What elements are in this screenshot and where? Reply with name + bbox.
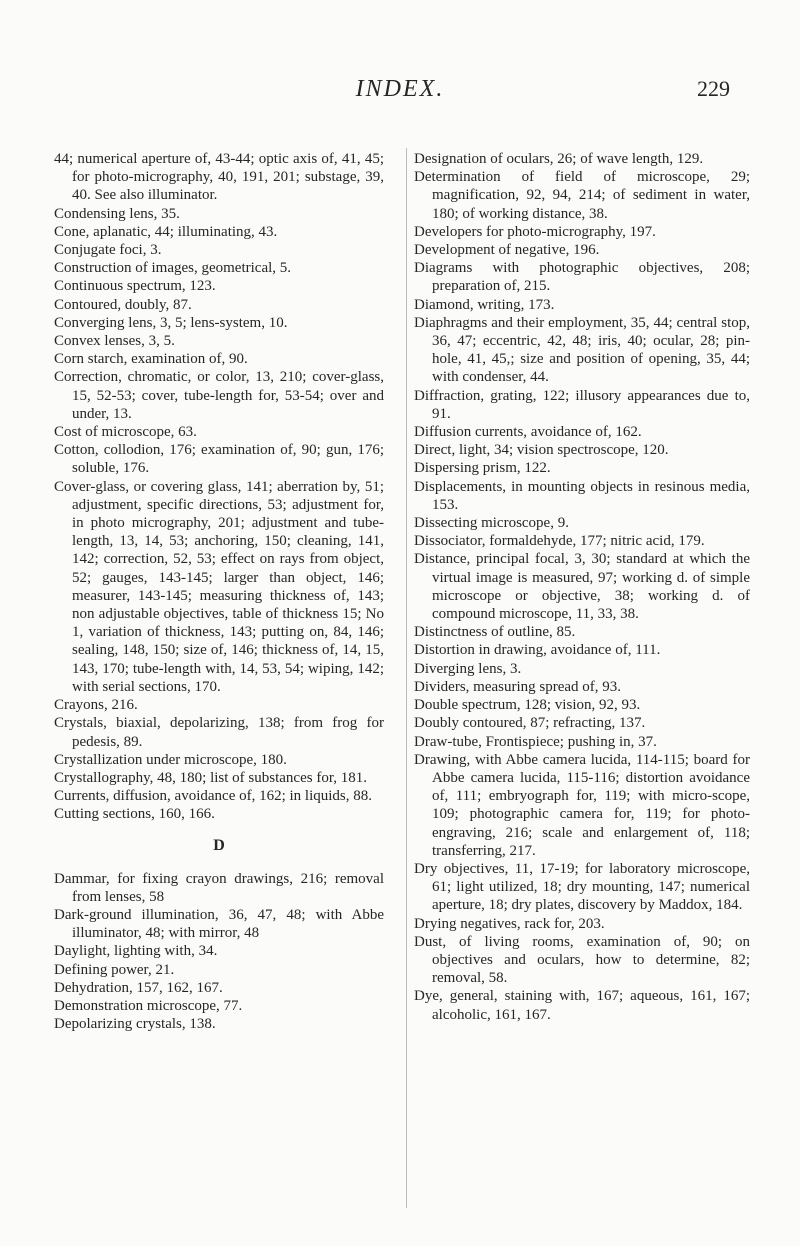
index-entry: Diaphragms and their employment, 35, 44; central stop, 36, 47; eccentric, 42, 48; iris, 40; ocular, 28; pin-hole, 41, 45,; size and position of opening, 35, 44; with condenser, 44. (414, 314, 750, 386)
index-entry: Designation of oculars, 26; of wave length, 129. (414, 151, 704, 167)
index-entry: Diffusion currents, avoidance of, 162. (414, 424, 642, 441)
index-entry: Currents, diffusion, avoidance of, 162; in liquids, 88. (54, 788, 373, 805)
index-entry: Crayons, 216. (54, 697, 138, 714)
index-entry: Dammar, for fixing crayon drawings, 216; removal from lenses, 58 (54, 870, 384, 905)
index-entry: Cone, aplanatic, 44; illuminating, 43. (54, 223, 278, 240)
page-number: 229 (697, 76, 730, 101)
index-entry: Continuous spectrum, 123. (54, 278, 216, 295)
index-entry: Corn starch, examination of, 90. (54, 351, 248, 368)
index-entry: Defining power, 21. (54, 961, 175, 978)
index-entry: Depolarizing crystals, 138. (54, 1016, 216, 1033)
index-entry: Drying negatives, rack for, 203. (414, 915, 605, 932)
index-entry: Displacements, in mounting objects in resinous media, 153. (414, 478, 750, 513)
index-entry: Conjugate foci, 3. (54, 242, 162, 259)
index-entry: Diamond, writing, 173. (414, 296, 555, 313)
index-entry: Distance, principal focal, 3, 30; standard at which the virtual image is measured, 97; working d. of simple microscope or objective, 38; working d. of compound microscope, 11, 33, 38. (414, 551, 750, 623)
index-entry: Daylight, lighting with, 34. (54, 943, 218, 960)
index-entry: Condensing lens, 35. (54, 205, 180, 222)
index-entry: Developers for photo-micrography, 197. (414, 223, 656, 240)
index-entry: Development of negative, 196. (414, 242, 600, 259)
index-entry: Dispersing prism, 122. (414, 460, 551, 477)
index-entry: Direct, light, 34; vision spectroscope, 120. (414, 442, 669, 459)
page-title: INDEX. (355, 76, 445, 102)
index-entry: Cover-glass, or covering glass, 141; aberration by, 51; adjustment, specific directions, 53; adjustment for, in photo micrography, 201; adjustment and tube-length, 13, 14, 53; anchoring, 150; cleaning, 141, 142; correction, 52, 53; effect on rays from object, 52; gauges, 143-145; larger than object, 146; measurer, 143-145; measuring thickness of, 143; non adjustable objectives, table of thickness 15; No 1, variation of thickness, 143; putting on, 84, 146; sealing, 148, 150; size of, 146; thickness of, 14, 15, 143, 170; tube-length with, 14, 53, 54; wiping, 142; with serial sections, 170. (54, 478, 384, 695)
index-entry: Correction, chromatic, or color, 13, 210; cover-glass, 15, 52-53; cover, tube-length for, 53-54; over and under, 13. (54, 369, 384, 422)
index-entry: Double spectrum, 128; vision, 92, 93. (414, 697, 641, 714)
index-entry: Distortion in drawing, avoidance of, 111. (414, 642, 661, 659)
index-entry: Diverging lens, 3. (414, 660, 522, 677)
index-entry: Crystallography, 48, 180; list of substances for, 181. (54, 769, 367, 786)
index-entry: Construction of images, geometrical, 5. (54, 260, 292, 277)
index-entry: Diagrams with photographic objectives, 208; preparation of, 215. (414, 260, 750, 295)
index-entry: Crystallization under microscope, 180. (54, 751, 287, 768)
index-entry: Doubly contoured, 87; refracting, 137. (414, 715, 646, 732)
index-entry: Crystals, biaxial, depolarizing, 138; from frog for pedesis, 89. (54, 715, 384, 750)
index-entry: Convex lenses, 3, 5. (54, 333, 175, 350)
index-entry: Determination of field of microscope, 29; magnification, 92, 94, 214; of sediment in water, 180; of working distance, 38. (414, 169, 750, 222)
index-entry: Dust, of living rooms, examination of, 90; on objectives and oculars, how to determine, 82; removal, 58. (414, 933, 750, 987)
index-entry: Dark-ground illumination, 36, 47, 48; with Abbe illuminator, 48; with mirror, 48 (54, 906, 384, 942)
running-head (0, 72, 800, 106)
index-entry: Cost of microscope, 63. (54, 424, 197, 441)
index-entry: Dissecting microscope, 9. (414, 515, 569, 532)
index-entry: Demonstration microscope, 77. (54, 997, 243, 1014)
index-entry: Dissociator, formaldehyde, 177; nitric acid, 179. (414, 533, 705, 550)
section-letter: D (213, 836, 225, 854)
index-entry: Drawing, with Abbe camera lucida, 114-115; board for Abbe camera lucida, 115-116; distortion avoidance of, 111; embryograph for, 119; with micro-scope, 109; photographic camera for, 119; for photo-engraving, 216; scale and enlargement of, 118; transferring, 217. (414, 751, 750, 859)
index-entry: Cutting sections, 160, 166. (54, 806, 215, 823)
index-entry: 44; numerical aperture of, 43-44; optic axis of, 41, 45; for photo-micrography, 40, 191, 201; substage, 39, 40. See also illuminator. (54, 151, 384, 204)
index-entry: Distinctness of outline, 85. (414, 624, 576, 641)
index-entry: Cotton, collodion, 176; examination of, 90; gun, 176; soluble, 176. (54, 442, 384, 477)
index-entry: Dry objectives, 11, 17-19; for laboratory microscope, 61; light utilized, 18; dry mounting, 147; numerical aperture, 18; dry plates, discovery by Maddox, 184. (414, 860, 750, 914)
index-entry: Dye, general, staining with, 167; aqueous, 161, 167; alcoholic, 161, 167. (414, 988, 750, 1023)
index-entry: Diffraction, grating, 122; illusory appearances due to, 91. (414, 387, 750, 422)
index-entry: Dehydration, 157, 162, 167. (54, 979, 223, 996)
left-column (54, 150, 384, 1033)
index-entry: Contoured, doubly, 87. (54, 296, 192, 313)
right-column (414, 150, 750, 1024)
index-entry: Dividers, measuring spread of, 93. (414, 678, 622, 695)
index-entry: Draw-tube, Frontispiece; pushing in, 37. (414, 733, 657, 750)
column-divider (406, 148, 407, 1208)
index-entry: Converging lens, 3, 5; lens-system, 10. (54, 314, 288, 331)
